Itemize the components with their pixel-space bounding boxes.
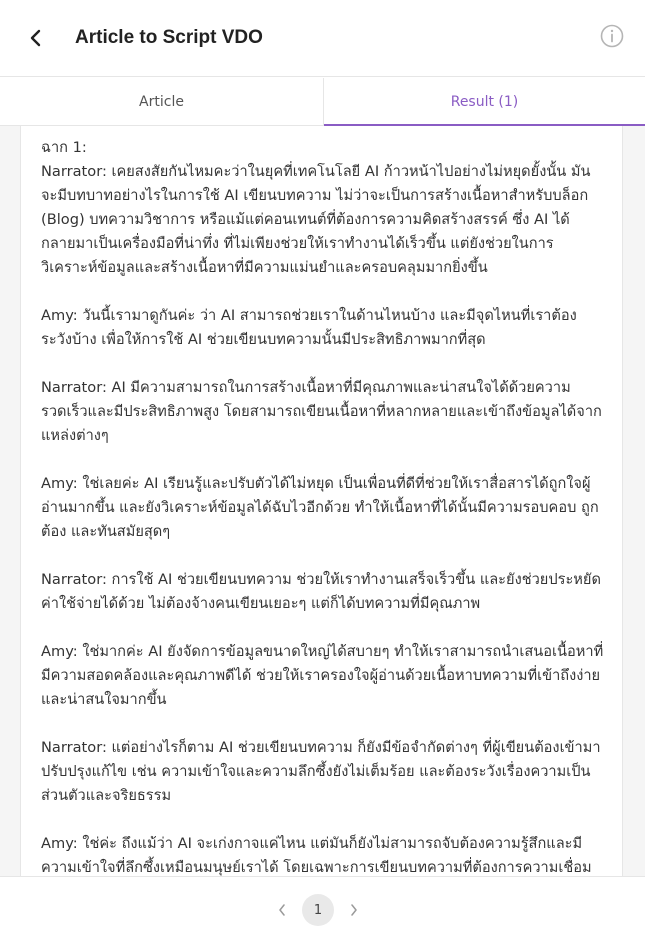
pagination-footer bbox=[0, 876, 645, 938]
script-paragraph: Amy: ใช่ค่ะ ถึงแม้ว่า AI จะเก่งกาจแค่ไหน แต่มันก็ยังไม่สามารถจับต้องความรู้สึกและมีความเข้าใจที่ลึกซึ้งเหมือนมนุษย์เราได้ โดยเฉพาะการเขียนบทความที่ต้องการความเชื่อม bbox=[41, 835, 592, 876]
paragraph-gap bbox=[41, 544, 604, 568]
chevron-right-icon bbox=[350, 904, 358, 916]
script-paragraph: Narrator: แต่อย่างไรก็ตาม AI ช่วยเขียนบทความ ก็ยังมีข้อจำกัดต่างๆ ที่ผู้เขียนต้องเข้ามาปรับปรุงแก้ไข เช่น ความเข้าใจและความลึกซึ้งยังไม่เต็มร้อย และต้องระวังเรื่องความเป็นส่วนตัวและจริยธรรม bbox=[41, 739, 601, 804]
info-circle-icon bbox=[600, 24, 624, 48]
script-paragraph: Narrator: เคยสงสัยกันไหมคะว่าในยุคที่เทคโนโลยี AI ก้าวหน้าไปอย่างไม่หยุดยั้งนั้น มันจะมีบทบาทอย่างไรในการใช้ AI เขียนบทความ ไม่ว่าจะเป็นการสร้างเนื้อหาสำหรับบล็อก (Blog) บทความวิชาการ หรือแม้แต่คอนเทนต์ที่ต้องการความคิดสร้างสรรค์ ซึ่ง AI ได้กลายมาเป็นเครื่องมือที่น่าทึ่ง ที่ไม่เพียงช่วยให้เราทำงานได้เร็วขึ้น แต่ยังช่วยในการวิเคราะห์ข้อมูลและสร้างเนื้อหาที่มีความแม่นยำและครอบคลุมมากยิ่งขึ้น bbox=[41, 163, 591, 276]
page-title: Article to Script VDO bbox=[75, 27, 263, 48]
script-paragraph: Amy: ใช่มากค่ะ AI ยังจัดการข้อมูลขนาดใหญ่ได้สบายๆ ทำให้เราสามารถนำเสนอเนื้อหาที่มีความสอดคล้องและคุณภาพดีได้ ช่วยให้เราครองใจผู้อ่านด้วยเนื้อหาบทความที่เข้าถึงง่ายและน่าสนใจมากขึ้น bbox=[41, 643, 604, 708]
script-paragraph: Narrator: AI มีความสามารถในการสร้างเนื้อหาที่มีคุณภาพและน่าสนใจได้ด้วยความรวดเร็วและมีประสิทธิภาพสูง โดยสามารถเขียนเนื้อหาที่หลากหลายและเข้าถึงข้อมูลได้จากแหล่งต่างๆ bbox=[41, 379, 602, 444]
script-paragraph: Narrator: การใช้ AI ช่วยเขียนบทความ ช่วยให้เราทำงานเสร็จเร็วขึ้น และยังช่วยประหยัดค่าใช้จ่ายได้ด้วย ไม่ต้องจ้างคนเขียนเยอะๆ แต่ก็ได้บทความที่มีคุณภาพ bbox=[41, 571, 601, 612]
script-paragraph: Amy: วันนี้เรามาดูกันค่ะ ว่า AI สามารถช่วยเราในด้านไหนบ้าง และมีจุดไหนที่เราต้องระวังบ้าง เพื่อให้การใช้ AI ช่วยเขียนบทความนั้นมีประสิทธิภาพมากที่สุด bbox=[41, 307, 577, 348]
content-area bbox=[0, 126, 645, 876]
info-button[interactable] bbox=[598, 22, 626, 50]
pagination bbox=[272, 894, 364, 926]
back-button[interactable] bbox=[20, 22, 52, 54]
tab-bar bbox=[0, 78, 645, 126]
paragraph-gap bbox=[41, 808, 604, 832]
chevron-left-icon bbox=[278, 904, 286, 916]
tab-result[interactable]: Result (1) bbox=[324, 78, 645, 126]
script-paragraph: Amy: ใช่เลยค่ะ AI เรียนรู้และปรับตัวได้ไม่หยุด เป็นเพื่อนที่ดีที่ช่วยให้เราสื่อสารได้ถูกใจผู้อ่านมากขึ้น และยังวิเคราะห์ข้อมูลได้ฉับไวอีกด้วย ทำให้เนื้อหาที่ได้นั้นมีความรอบคอบ ถูกต้อง และทันสมัยสุดๆ bbox=[41, 475, 599, 540]
script-panel[interactable] bbox=[20, 126, 623, 876]
next-page-button[interactable] bbox=[344, 895, 364, 925]
paragraph-gap bbox=[41, 280, 604, 304]
script-text bbox=[21, 126, 622, 876]
paragraph-gap bbox=[41, 448, 604, 472]
tab-article[interactable]: Article bbox=[0, 78, 324, 126]
paragraph-gap bbox=[41, 352, 604, 376]
paragraph-gap bbox=[41, 712, 604, 736]
paragraph-gap bbox=[41, 616, 604, 640]
app-header bbox=[0, 0, 645, 77]
page-number[interactable]: 1 bbox=[302, 894, 334, 926]
chevron-left-icon bbox=[28, 29, 44, 47]
prev-page-button[interactable] bbox=[272, 895, 292, 925]
script-paragraph: ฉาก 1: bbox=[41, 139, 87, 156]
